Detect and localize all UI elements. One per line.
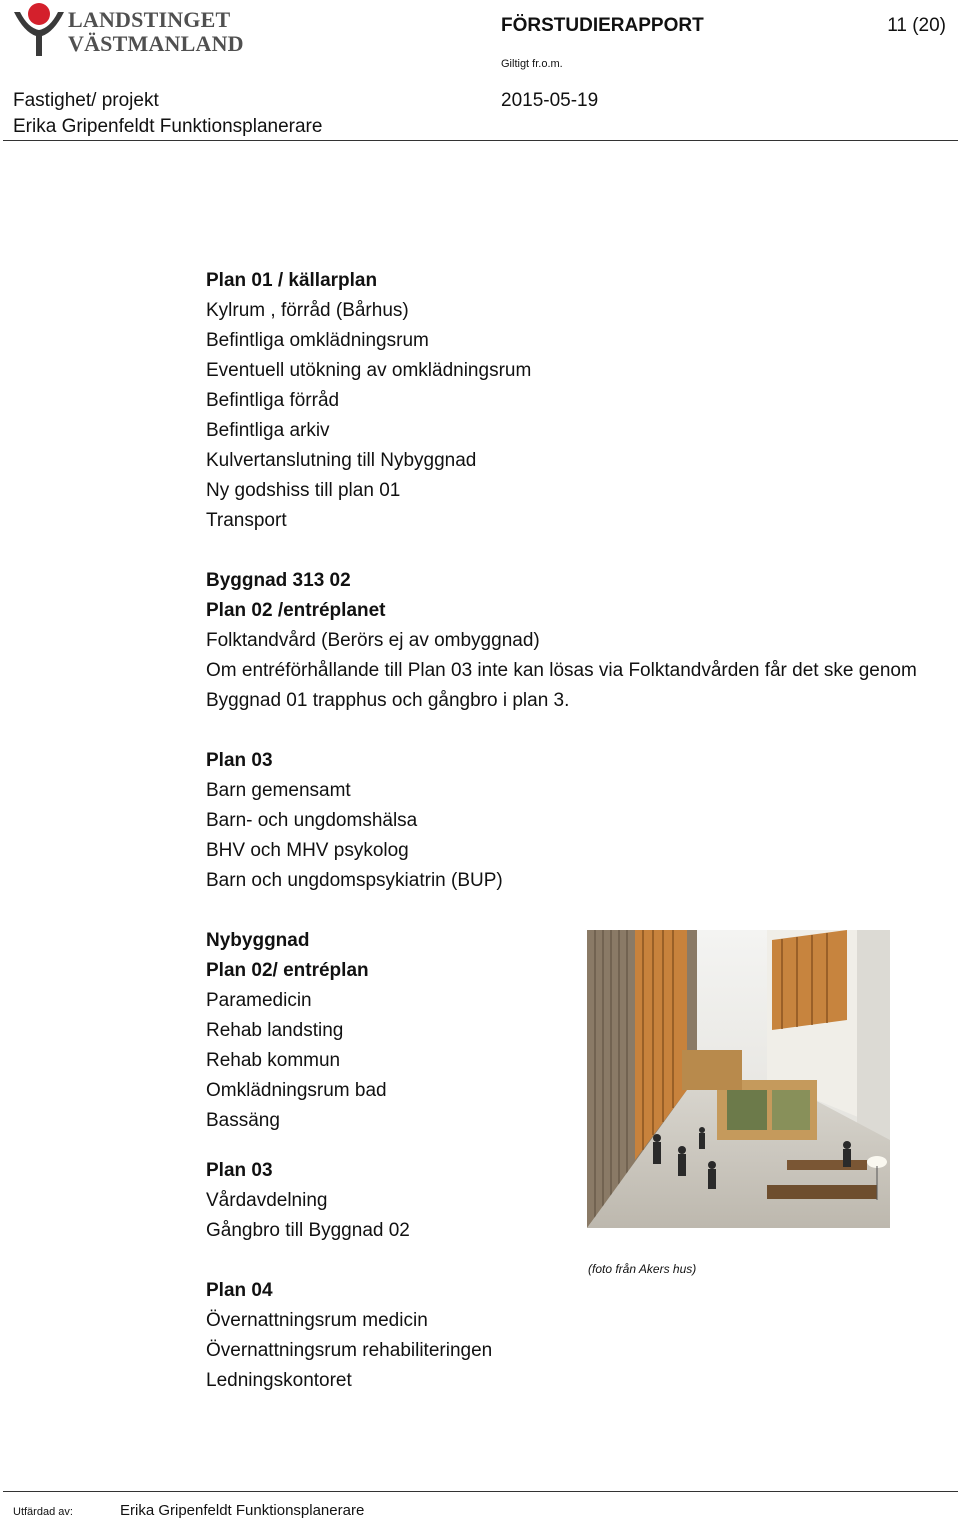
section-spacer	[206, 896, 946, 926]
list-item: Övernattningsrum medicin	[206, 1310, 428, 1331]
section-heading: Plan 04	[206, 1280, 273, 1301]
section-heading: Byggnad 313 02	[206, 570, 351, 591]
issued-by-label: Utfärdad av:	[13, 1506, 73, 1518]
list-item: Barn och ungdomspsykiatrin (BUP)	[206, 870, 503, 891]
list-item: Om entréförhållande till Plan 03 inte kan lösas via Folktandvården får det ske genom	[206, 660, 917, 681]
logo-wordmark	[68, 8, 244, 56]
list-item: Befintliga omklädningsrum	[206, 330, 429, 351]
list-item: Byggnad 01 trapphus och gångbro i plan 3.	[206, 690, 570, 711]
list-item: Rehab kommun	[206, 1050, 341, 1071]
list-item: Vårdavdelning	[206, 1190, 328, 1211]
list-item: Transport	[206, 510, 287, 531]
list-item: Ledningskontoret	[206, 1370, 352, 1391]
document-date: 2015-05-19	[501, 90, 599, 111]
list-item: Gångbro till Byggnad 02	[206, 1220, 410, 1241]
section-spacer	[206, 716, 946, 746]
validity-label: Giltigt fr.o.m.	[501, 58, 563, 70]
section-spacer	[206, 1246, 946, 1276]
list-item: Paramedicin	[206, 990, 312, 1011]
list-item: BHV och MHV psykolog	[206, 840, 409, 861]
logo-line-2: VÄSTMANLAND	[68, 31, 244, 56]
list-item: Barn gemensamt	[206, 780, 351, 801]
photo-caption: (foto från Akers hus)	[588, 1262, 697, 1276]
list-item: Övernattningsrum rehabiliteringen	[206, 1340, 493, 1361]
section-heading: Plan 02 /entréplanet	[206, 600, 386, 621]
list-item: Omklädningsrum bad	[206, 1080, 387, 1101]
list-item: Kulvertanslutning till Nybyggnad	[206, 450, 477, 471]
list-item: Kylrum , förråd (Bårhus)	[206, 300, 409, 321]
footer-divider	[3, 1491, 958, 1492]
page-number: 11 (20)	[887, 15, 946, 36]
section-spacer	[206, 536, 946, 566]
atrium-photo	[587, 930, 890, 1228]
list-item: Rehab landsting	[206, 1020, 344, 1041]
logo-line-1: LANDSTINGET	[68, 7, 231, 32]
document-title: FÖRSTUDIERAPPORT	[501, 15, 704, 36]
list-item: Befintliga förråd	[206, 390, 340, 411]
list-item: Eventuell utökning av omklädningsrum	[206, 360, 532, 381]
list-item: Folktandvård (Berörs ej av ombyggnad)	[206, 630, 540, 651]
list-item: Barn- och ungdomshälsa	[206, 810, 418, 831]
department: Fastighet/ projekt	[13, 90, 159, 111]
author: Erika Gripenfeldt Funktionsplanerare	[13, 116, 323, 137]
section-heading: Plan 03	[206, 750, 273, 771]
section-heading: Plan 01 / källarplan	[206, 270, 378, 291]
list-item: Ny godshiss till plan 01	[206, 480, 401, 501]
list-item: Befintliga arkiv	[206, 420, 330, 441]
section-heading: Nybyggnad	[206, 930, 310, 951]
issued-by-name: Erika Gripenfeldt Funktionsplanerare	[120, 1502, 365, 1519]
landstinget-logo-icon	[10, 2, 68, 58]
header-divider	[3, 140, 958, 141]
list-item: Bassäng	[206, 1110, 280, 1131]
section-heading: Plan 03	[206, 1160, 273, 1181]
section-heading: Plan 02/ entréplan	[206, 960, 369, 981]
